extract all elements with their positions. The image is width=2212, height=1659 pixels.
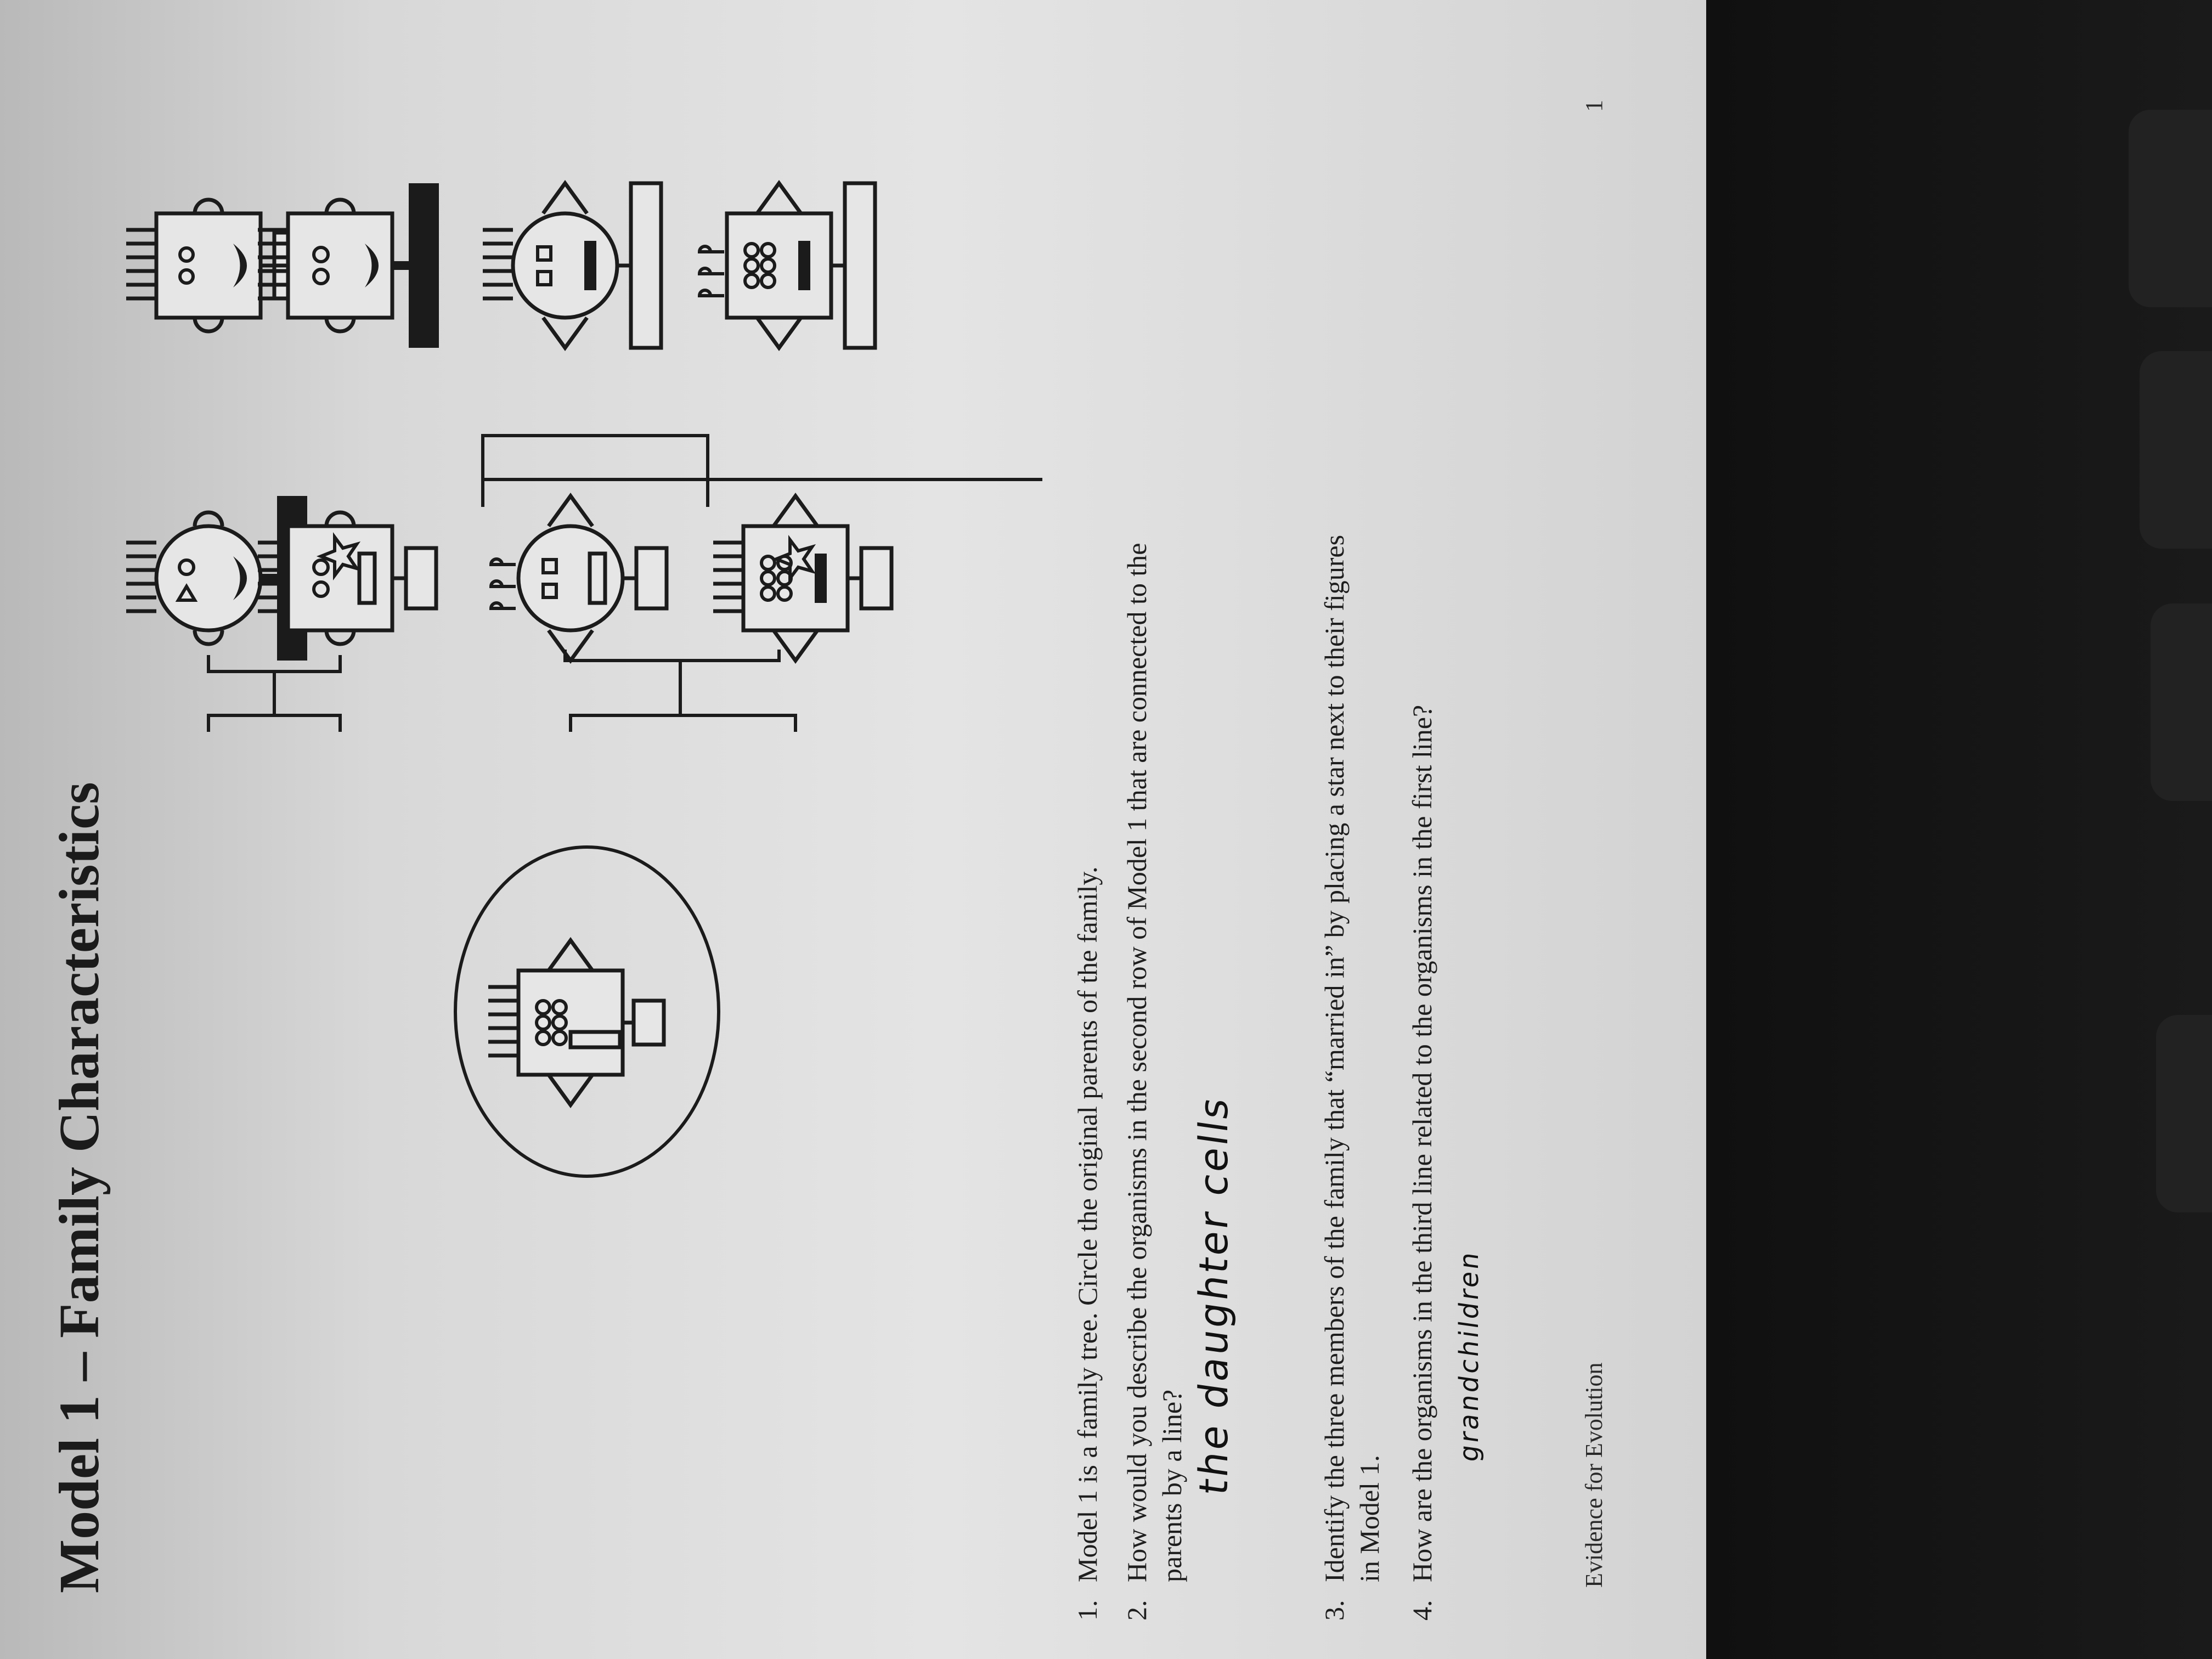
question-text: How are the organisms in the third line related to the organisms in the first line?	[1407, 704, 1437, 1582]
handwritten-answer-q4: grandchildren	[1454, 1248, 1485, 1464]
keyboard-key	[2129, 110, 2212, 307]
keyboard-key	[2156, 1015, 2212, 1212]
footer-title: Evidence for Evolution	[1581, 1362, 1607, 1588]
question-4	[1404, 0, 1440, 1621]
question-number: 2.	[1121, 1600, 1152, 1621]
question-number: 3.	[1319, 1600, 1350, 1621]
question-text: How would you describe the organisms in the second row of Model 1 that are connected to the	[1121, 543, 1152, 1582]
question-text-continued: parents by a line?	[1156, 1389, 1187, 1582]
question-3	[1317, 0, 1387, 1621]
question-number: 1.	[1072, 1600, 1103, 1621]
page-number: 1	[1581, 100, 1607, 112]
question-text: Model 1 is a family tree. Circle the original parents of the family.	[1072, 866, 1103, 1582]
question-number: 4.	[1407, 1600, 1437, 1621]
question-text: Identify the three members of the family that “married in” by placing a star next to their figures	[1319, 534, 1350, 1582]
question-2	[1119, 0, 1189, 1621]
family-tree-diagram	[0, 0, 1042, 1659]
handwritten-answer-q2: the daughter cells	[1190, 1092, 1237, 1498]
question-text-continued: in Model 1.	[1354, 1455, 1385, 1582]
question-1	[1070, 46, 1105, 1621]
keyboard-key	[2140, 351, 2212, 549]
keyboard-key	[2151, 603, 2212, 801]
page-title: Model 1 – Family Characteristics	[48, 782, 111, 1593]
